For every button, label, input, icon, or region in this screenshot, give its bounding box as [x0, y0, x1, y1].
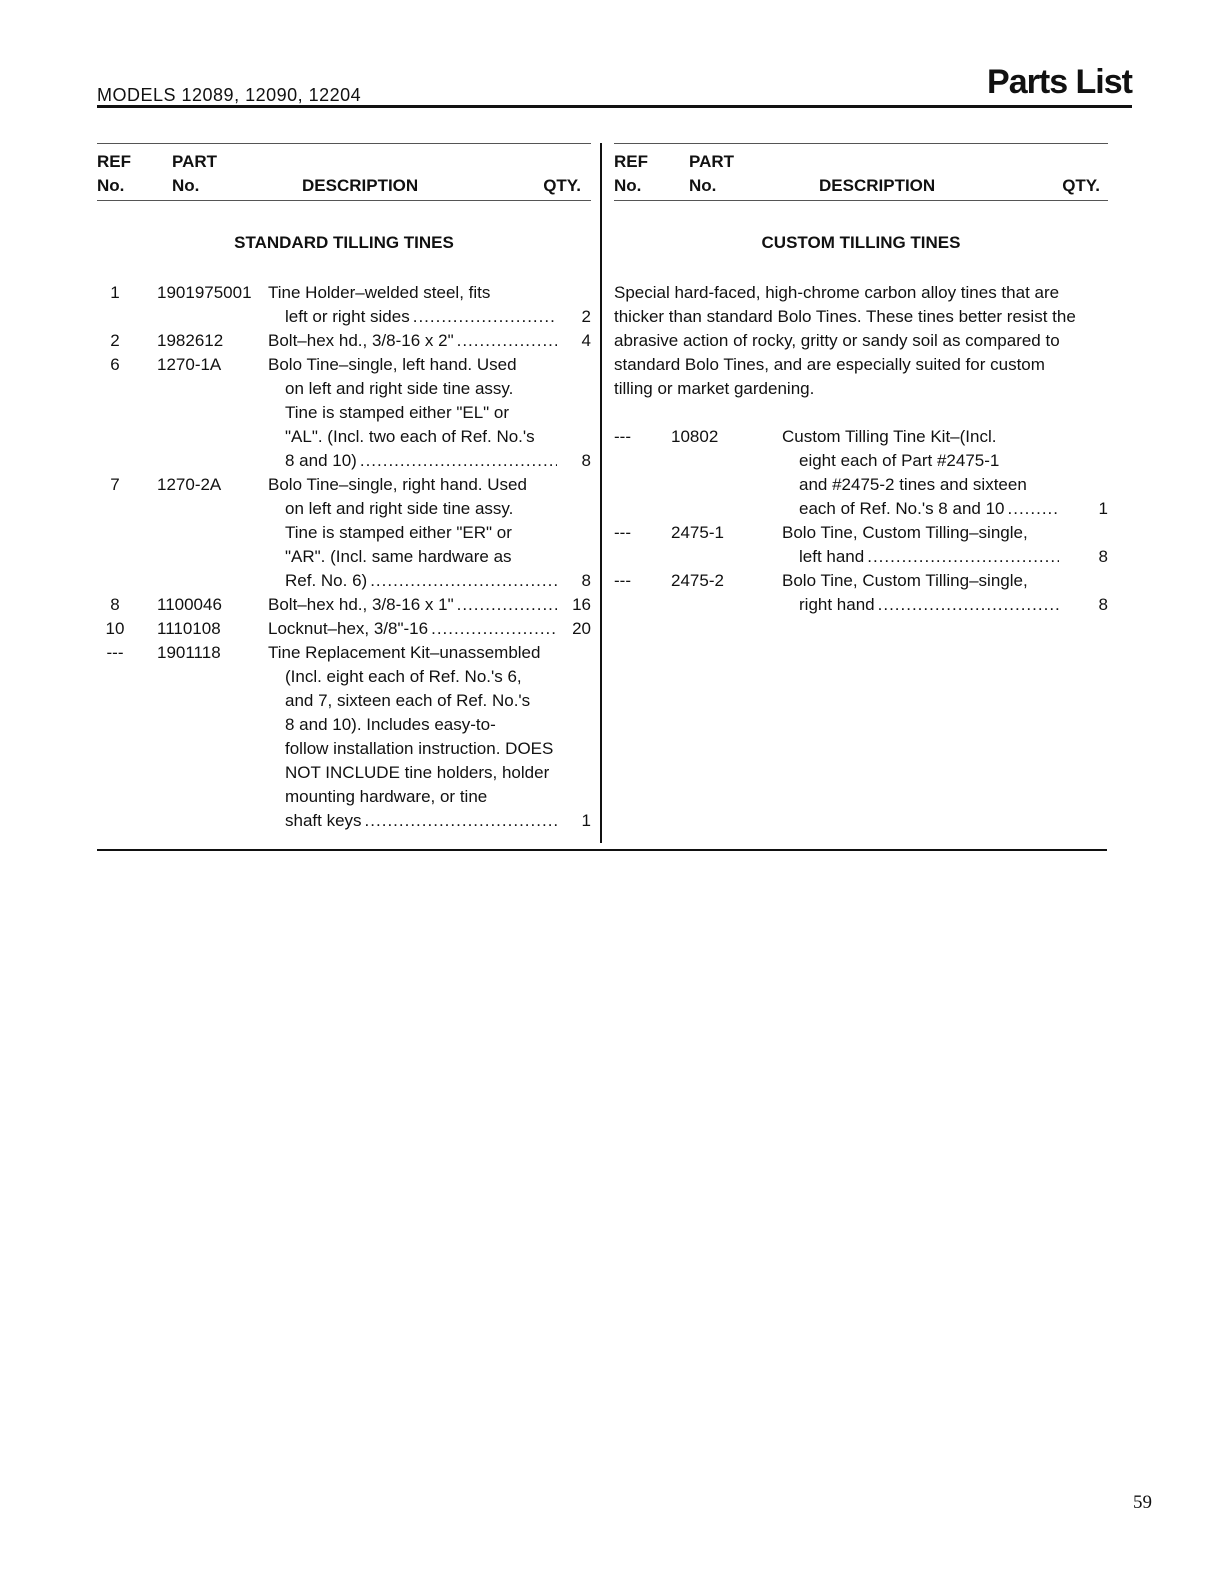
parts-table	[97, 281, 591, 833]
ref-number: ---	[614, 523, 631, 542]
description-line: Tine Replacement Kit–unassembled	[268, 643, 541, 662]
quantity: 4	[581, 331, 591, 350]
dot-leader	[457, 329, 557, 353]
part-number: 2475-2	[671, 571, 724, 590]
description-line: Bolo Tine–single, right hand. Used	[268, 475, 527, 494]
page-header	[97, 58, 1132, 108]
ref-number: 8	[110, 595, 120, 614]
description-line: 8 and 10)	[285, 451, 357, 470]
ref-number: ---	[614, 427, 631, 446]
section-title: STANDARD TILLING TINES	[234, 233, 454, 252]
part-number: 1901118	[157, 643, 221, 662]
part-header-line1: PART	[172, 152, 218, 171]
ref-header-line1: REF	[97, 152, 131, 171]
part-header-line2: No.	[689, 176, 717, 195]
bottom-rule	[97, 849, 1107, 851]
part-description	[268, 329, 557, 353]
parts-table	[614, 425, 1108, 617]
part-header-line2: No.	[172, 176, 200, 195]
qty-header: QTY.	[543, 176, 581, 195]
dot-leader	[431, 617, 557, 641]
table-row	[97, 641, 591, 833]
dot-leader	[1008, 497, 1060, 521]
ref-number: 1	[110, 283, 120, 302]
part-number: 2475-1	[671, 523, 724, 542]
ref-header-line2: No.	[614, 176, 642, 195]
description-line: Tine is stamped either "EL" or	[285, 403, 510, 422]
description-line: 8 and 10). Includes easy-to-	[285, 715, 496, 734]
intro-line: standard Bolo Tines, and are especially suited for custom	[614, 355, 1045, 374]
table-row	[614, 425, 1108, 521]
quantity: 8	[581, 571, 591, 590]
description-line: each of Ref. No.'s 8 and 10	[799, 499, 1005, 518]
quantity: 8	[581, 451, 591, 470]
part-description	[268, 617, 557, 641]
part-number: 1982612	[157, 331, 224, 350]
description-line: Tine is stamped either "ER" or	[285, 523, 512, 542]
description-header: DESCRIPTION	[302, 176, 419, 195]
header-divider	[97, 105, 1132, 108]
dot-leader	[370, 569, 557, 593]
left-column	[97, 143, 591, 833]
ref-header-line2: No.	[97, 176, 125, 195]
intro-line: tilling or market gardening.	[614, 379, 815, 398]
qty-header: QTY.	[1062, 176, 1100, 195]
part-description	[268, 593, 557, 617]
dot-leader	[867, 545, 1059, 569]
quantity: 20	[572, 619, 591, 638]
table-row	[614, 521, 1108, 569]
column-header-rule	[97, 200, 591, 201]
description-line: and #2475-2 tines and sixteen	[799, 475, 1027, 494]
description-line: Bolt–hex hd., 3/8-16 x 1"	[268, 595, 454, 614]
description-line: on left and right side tine assy.	[285, 499, 514, 518]
table-row	[97, 281, 591, 329]
quantity: 16	[572, 595, 591, 614]
description-line: Custom Tilling Tine Kit–(Incl.	[782, 427, 997, 446]
ref-number: 7	[110, 475, 120, 494]
table-row	[614, 569, 1108, 617]
part-number: 1100046	[157, 595, 222, 614]
description-line: NOT INCLUDE tine holders, holder	[285, 763, 550, 782]
table-row	[97, 329, 591, 353]
dot-leader	[413, 305, 557, 329]
column-divider	[600, 143, 602, 843]
ref-number: 2	[110, 331, 120, 350]
page-number: 59	[1133, 1492, 1152, 1513]
description-line: mounting hardware, or tine	[285, 787, 488, 806]
intro-line: thicker than standard Bolo Tines. These tines better resist the	[614, 307, 1076, 326]
ref-number: 10	[105, 619, 125, 638]
description-line: left hand	[799, 547, 865, 566]
models-label: MODELS 12089, 12090, 12204	[97, 85, 362, 105]
description-line: follow installation instruction. DOES	[285, 739, 554, 758]
right-column	[614, 143, 1108, 617]
table-row	[97, 617, 591, 641]
part-number: 1270-2A	[157, 475, 222, 494]
section-title: CUSTOM TILLING TINES	[761, 233, 961, 252]
description-line: on left and right side tine assy.	[285, 379, 514, 398]
part-description	[268, 641, 557, 833]
part-number: 1901975001	[157, 283, 252, 302]
quantity: 8	[1098, 595, 1108, 614]
ref-number: ---	[106, 643, 124, 662]
part-description	[268, 353, 557, 473]
part-description	[782, 425, 1059, 521]
description-line: Bolo Tine, Custom Tilling–single,	[782, 523, 1028, 542]
intro-line: abrasive action of rocky, gritty or sandy soil as compared to	[614, 331, 1060, 350]
dot-leader	[878, 593, 1059, 617]
part-description	[782, 521, 1059, 569]
quantity: 1	[581, 811, 591, 830]
description-line: Locknut–hex, 3/8"-16	[268, 619, 429, 638]
description-line: (Incl. eight each of Ref. No.'s 6,	[285, 667, 522, 686]
part-number: 1270-1A	[157, 355, 222, 374]
table-row	[97, 353, 591, 473]
description-line: Ref. No. 6)	[285, 571, 368, 590]
description-line: Bolo Tine, Custom Tilling–single,	[782, 571, 1028, 590]
part-number: 1110108	[157, 619, 221, 638]
table-row	[97, 473, 591, 593]
part-description	[268, 473, 557, 593]
quantity: 8	[1098, 547, 1108, 566]
column-header-rule	[614, 200, 1108, 201]
description-line: Bolo Tine–single, left hand. Used	[268, 355, 517, 374]
column-header	[97, 144, 591, 200]
description-line: "AL". (Incl. two each of Ref. No.'s	[285, 427, 535, 446]
part-number: 10802	[671, 427, 719, 446]
column-header	[614, 144, 1108, 200]
description-line: Tine Holder–welded steel, fits	[268, 283, 491, 302]
part-description	[268, 281, 557, 329]
part-header-line1: PART	[689, 152, 735, 171]
quantity: 2	[581, 307, 591, 326]
quantity: 1	[1098, 499, 1108, 518]
description-line: Bolt–hex hd., 3/8-16 x 2"	[268, 331, 454, 350]
table-row	[97, 593, 591, 617]
page-title: Parts List	[987, 63, 1132, 101]
dot-leader	[360, 449, 557, 473]
section-intro	[614, 281, 1108, 401]
ref-header-line1: REF	[614, 152, 648, 171]
ref-number: 6	[110, 355, 120, 374]
description-line: left or right sides	[285, 307, 410, 326]
description-line: shaft keys	[285, 811, 362, 830]
dot-leader	[365, 809, 557, 833]
description-line: "AR". (Incl. same hardware as	[285, 547, 512, 566]
ref-number: ---	[614, 571, 631, 590]
description-header: DESCRIPTION	[819, 176, 936, 195]
intro-line: Special hard-faced, high-chrome carbon alloy tines that are	[614, 283, 1060, 302]
description-line: right hand	[799, 595, 875, 614]
part-description	[782, 569, 1059, 617]
description-line: eight each of Part #2475-1	[799, 451, 1000, 470]
description-line: and 7, sixteen each of Ref. No.'s	[285, 691, 531, 710]
dot-leader	[457, 593, 557, 617]
